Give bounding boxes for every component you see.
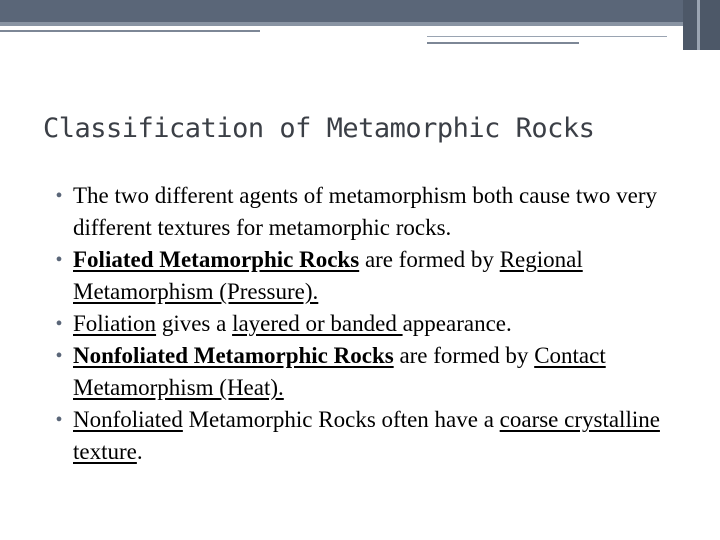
slide-title: Classification of Metamorphic Rocks [43, 113, 595, 144]
bullet-icon: • [55, 409, 63, 431]
bullet-text: Metamorphic Rocks often have a [182, 407, 500, 432]
term-contact-metamorphism: Contact Metamorphism (Heat). [73, 343, 606, 400]
slide-body [52, 180, 692, 468]
bullet-icon: • [55, 185, 63, 207]
bullet-list [52, 180, 692, 468]
header-decor-line-2 [427, 36, 667, 37]
bullet-item [52, 180, 692, 244]
bullet-text: . [136, 439, 143, 464]
term-foliated-metamorphic-rocks: Foliated Metamorphic Rocks [73, 247, 360, 272]
bullet-text: appearance. [402, 311, 512, 336]
header-light-band [0, 22, 720, 26]
header-bar [0, 0, 720, 22]
header-corner-block [683, 0, 720, 50]
bullet-item [52, 308, 692, 340]
bullet-icon: • [55, 345, 63, 367]
bullet-item [52, 244, 692, 308]
bullet-text: are formed by [359, 247, 500, 272]
term-nonfoliated-metamorphic-rocks: Nonfoliated Metamorphic Rocks [73, 343, 394, 368]
bullet-text: gives a [156, 311, 233, 336]
header-corner-stripe [697, 0, 700, 50]
term-nonfoliated: Nonfoliated [73, 407, 183, 432]
term-layered-or-banded: layered or banded [232, 311, 403, 336]
bullet-item [52, 340, 692, 404]
bullet-text: are formed by [393, 343, 535, 368]
bullet-icon: • [55, 249, 63, 271]
term-regional-metamorphism: Regional Metamorphism (Pressure). [73, 247, 583, 304]
term-coarse-crystalline-texture: coarse crystalline texture [73, 407, 660, 464]
term-foliation: Foliation [73, 311, 157, 336]
bullet-text: The two different agents of metamorphism both cause two very different textures for metamorphic rocks. [73, 183, 657, 240]
bullet-item [52, 404, 692, 468]
header-decor-line-3 [427, 42, 579, 44]
header-decor-line-1 [0, 30, 260, 32]
bullet-icon: • [55, 313, 63, 335]
